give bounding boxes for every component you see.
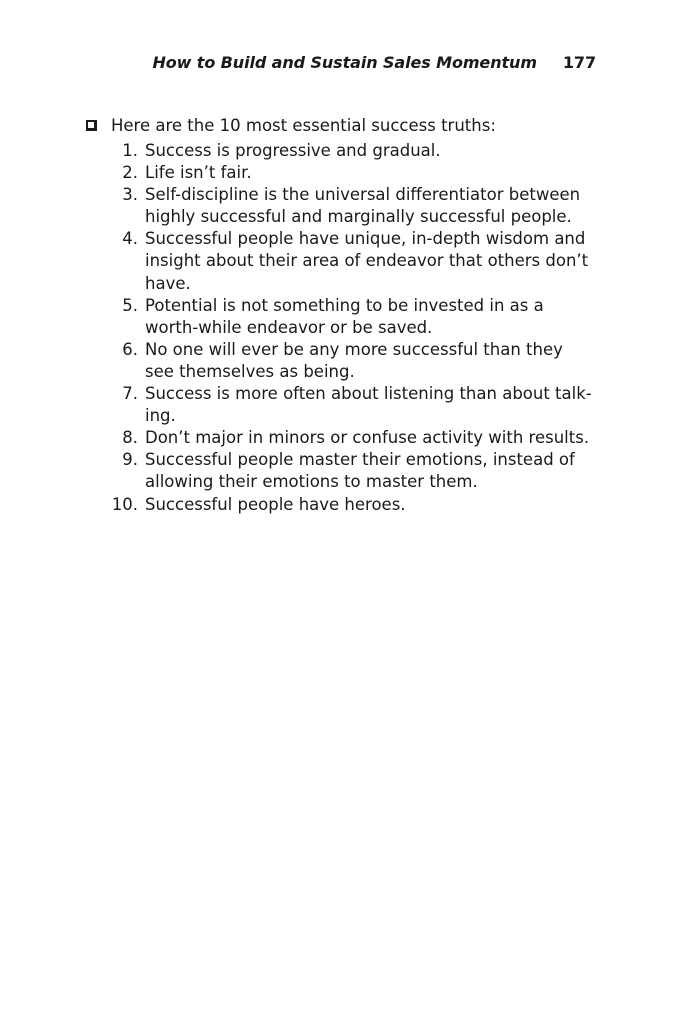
success-truths-list: [86, 140, 596, 516]
list-item: [86, 162, 596, 184]
list-item: [86, 339, 596, 383]
item-number: 3.: [122, 185, 138, 205]
running-header: [152, 53, 596, 72]
item-number: 5.: [122, 295, 138, 315]
checkbox-icon: [86, 120, 97, 131]
item-text: Successful people have unique, in-depth wisdom and insight about their area of endeavor that others don’t have.: [145, 229, 589, 293]
item-number: 9.: [122, 450, 138, 470]
page-number: 177: [562, 53, 596, 72]
item-text: Successful people have heroes.: [145, 494, 406, 514]
item-text: Success is progressive and gradual.: [145, 141, 441, 160]
list-item: [86, 140, 596, 162]
item-number: 8.: [122, 428, 138, 448]
list-item: [86, 184, 596, 228]
list-item: [86, 427, 596, 449]
list-item: [86, 494, 596, 516]
list-item: [86, 228, 596, 294]
list-item: [86, 295, 596, 339]
list-item: [86, 449, 596, 493]
item-text: Don’t major in minors or confuse activity with results.: [145, 428, 590, 448]
item-number: 6.: [122, 339, 138, 359]
item-number: 10.: [111, 494, 138, 514]
item-number: 1.: [122, 141, 138, 160]
item-number: 7.: [122, 384, 138, 404]
item-text: Life isn’t fair.: [145, 163, 252, 183]
item-text: No one will ever be any more successful than they see themselves as being.: [145, 339, 563, 381]
item-number: 2.: [122, 163, 138, 183]
item-text: Success is more often about listening than about talk-ing.: [145, 384, 592, 426]
item-text: Self-discipline is the universal differentiator between highly successful and marginally successful people.: [145, 185, 581, 227]
chapter-title: How to Build and Sustain Sales Momentum: [152, 53, 537, 72]
item-text: Potential is not something to be invested in as a worth-while endeavor or be saved.: [145, 295, 544, 337]
intro-text: Here are the 10 most essential success truths:: [111, 115, 496, 135]
list-item: [86, 383, 596, 427]
intro-bullet: [86, 114, 596, 136]
item-number: 4.: [122, 229, 138, 249]
item-text: Successful people master their emotions, instead of allowing their emotions to master them.: [145, 450, 575, 492]
